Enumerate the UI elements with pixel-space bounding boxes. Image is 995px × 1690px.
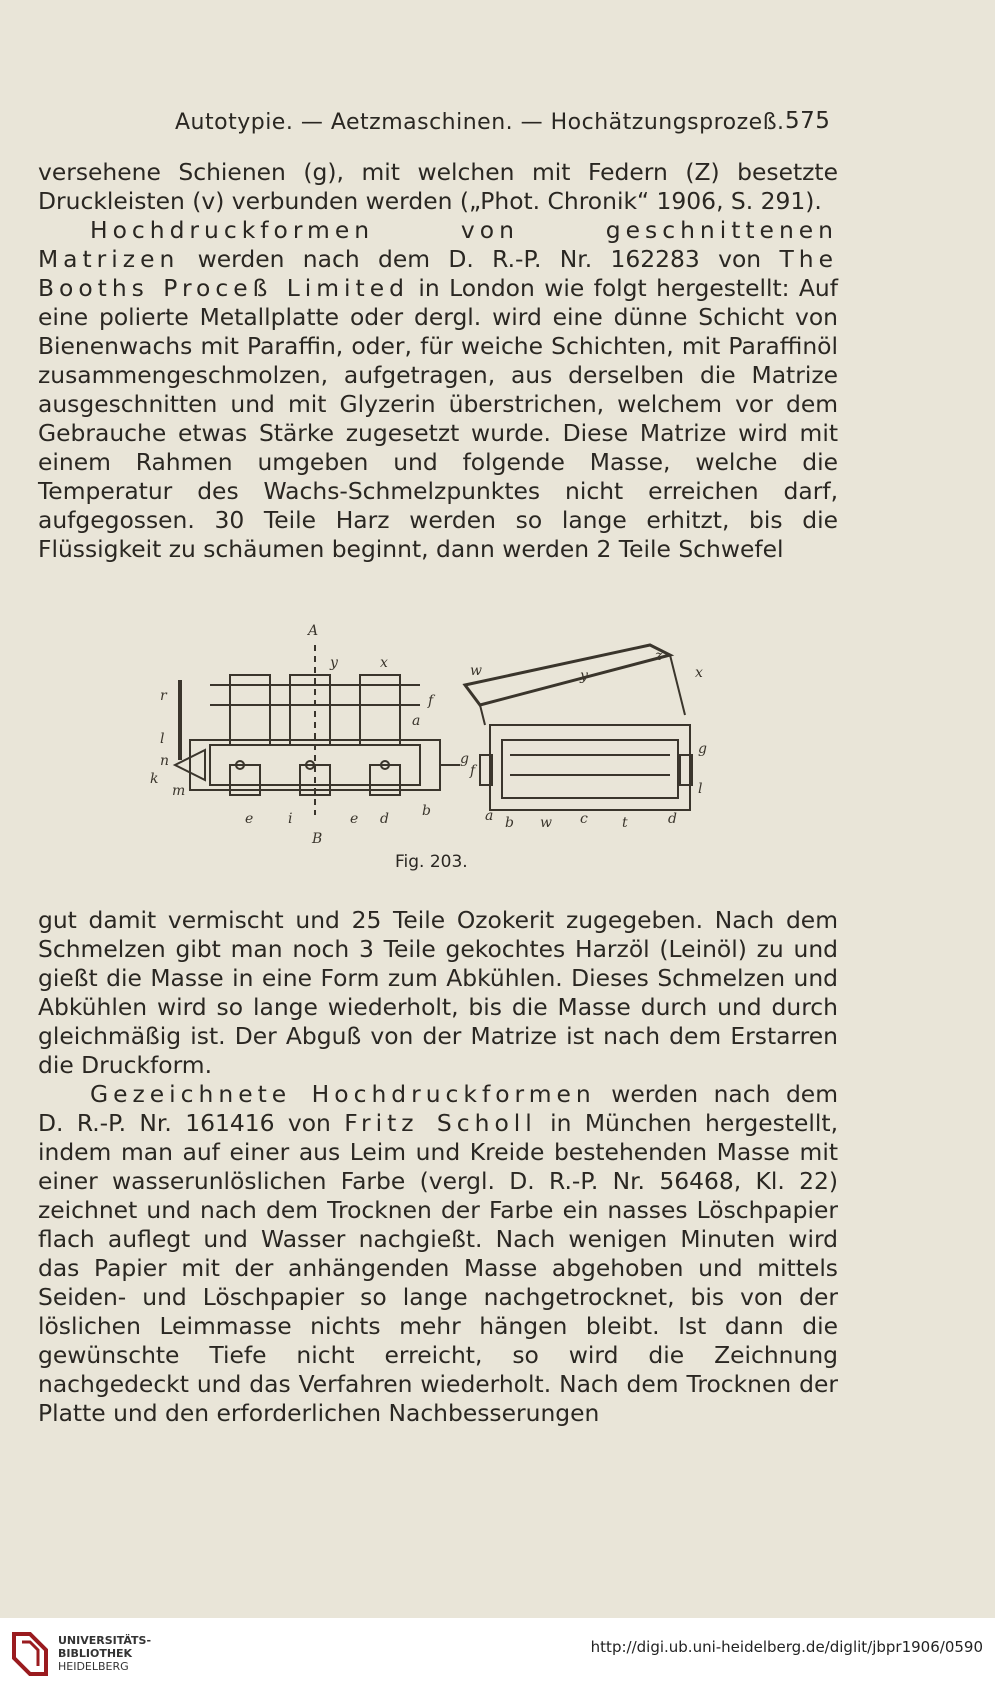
figure-label: g: [698, 741, 707, 757]
library-line: HEIDELBERG: [58, 1660, 129, 1673]
spaced-heading: Hochdruckformen von geschnittenen Matrizen: [38, 216, 838, 273]
footer-bar: [0, 1618, 995, 1690]
figure-label: n: [160, 753, 170, 769]
figure-label: b: [505, 815, 514, 831]
figure-label: t: [622, 815, 628, 831]
figure-label: x: [380, 655, 388, 671]
library-line: UNIVERSITÄTS-: [58, 1634, 152, 1647]
figure-label: e: [245, 811, 254, 827]
figure-caption: Fig. 203.: [395, 852, 468, 872]
figure-label: g: [460, 751, 469, 767]
library-line: BIBLIOTHEK: [58, 1647, 133, 1660]
library-name: [58, 1634, 151, 1673]
paragraph: versehene Schienen (g), mit welchen mit Federn (Z) besetzte Druckleisten (v) verbunden werden („Phot. Chronik“ 1906, S. 291).: [38, 158, 838, 215]
figure-label: a: [485, 808, 494, 824]
source-url-link[interactable]: http://digi.ub.uni-heidelberg.de/diglit/jbpr1906/0590: [590, 1638, 983, 1656]
figure-label: a: [412, 713, 421, 729]
figure-203: [150, 615, 710, 855]
spaced-name: The Booths Proceß Limited: [38, 245, 838, 302]
figure-label: y: [330, 655, 338, 671]
figure-label: y: [580, 668, 588, 684]
spaced-heading: Gezeichnete Hochdruckformen: [90, 1080, 596, 1108]
library-logo-icon: [10, 1630, 50, 1678]
figure-label: d: [668, 811, 677, 827]
text-run: in München hergestellt, indem man auf einer aus Leim und Kreide bestehenden Masse mit einer wasserunlöslichen Farbe (vergl. D. R.-P. Nr. 56468, Kl. 22) zeichnet und nach dem Trocknen der Farbe ein nasses Löschpapier flach auflegt und Wasser nachgießt. Nach wenigen Minuten wird das Papier mit der anhängenden Masse abgehoben und mittels Seiden- und Löschpapier so lange nachgetrocknet, bis von der löslichen Leimmasse nichts mehr hängen bleibt. Ist dann die gewünschte Tiefe nicht erreicht, so wird die Zeichnung nachgedeckt und das Verfahren wiederholt. Nach dem Trocknen der Platte und den erforderlichen Nachbesserungen: [38, 1109, 839, 1427]
text-run: werden nach dem D. R.-P. Nr. 162283 von: [179, 245, 780, 273]
figure-label: A: [308, 623, 319, 639]
paragraph: gut damit vermischt und 25 Teile Ozokerit zugegeben. Nach dem Schmelzen gibt man noch 3 Teile gekochtes Harzöl (Leinöl) zu und gießt die Masse in eine Form zum Abkühlen. Dieses Schmelzen und Abkühlen wird so lange wiederholt, bis die Masse durch und durch gleichmäßig ist. Der Abguß von der Matrize ist nach dem Erstarren die Druckform.: [38, 906, 838, 1079]
figure-label: m: [172, 783, 186, 799]
figure-drawing: [150, 615, 710, 855]
text-run: werden nach dem D. R.-P. Nr. 161416 von: [38, 1080, 838, 1137]
figure-label: f: [470, 763, 476, 779]
text-run: in London wie folgt hergestellt: Auf eine polierte Metallplatte oder dergl. wird eine dünne Schicht von Bienenwachs mit Paraffin, oder, für weiche Schichten, mit Paraffinöl zusammengeschmolzen, aufgetragen, aus derselben die Matrize ausgeschnitten und mit Glyzerin überstrichen, welchem vor dem Gebrauche etwas Stärke zugesetzt wurde. Diese Matrize wird mit einem Rahmen umgeben und folgende Masse, welche die Temperatur des Wachs-Schmelzpunktes nicht erreichen darf, aufgegossen. 30 Teile Harz werden so lange erhitzt, bis die Flüssigkeit zu schäumen beginnt, dann werden 2 Teile Schwefel: [38, 274, 838, 563]
figure-label: k: [150, 771, 159, 787]
figure-label: i: [288, 811, 293, 827]
text-block-bottom: [38, 906, 838, 1428]
figure-label: d: [380, 811, 389, 827]
figure-label: l: [160, 731, 165, 747]
paragraph: [38, 1080, 838, 1428]
figure-label: f: [428, 693, 434, 709]
figure-label: x: [695, 665, 703, 681]
figure-label: e: [350, 811, 359, 827]
spaced-name: Fritz Scholl: [344, 1109, 537, 1137]
figure-label: r: [160, 688, 167, 704]
figure-label: z: [655, 648, 663, 664]
running-title: Autotypie. — Aetzmaschinen. — Hochätzungsprozeß.: [175, 110, 785, 135]
figure-label: c: [580, 811, 588, 827]
figure-label: b: [422, 803, 431, 819]
paragraph: [38, 216, 838, 564]
figure-label: w: [540, 815, 552, 831]
figure-label: l: [698, 781, 703, 797]
figure-label: w: [470, 663, 482, 679]
page-number: 575: [785, 108, 831, 134]
text-block-top: [38, 158, 838, 564]
figure-label: B: [312, 831, 323, 847]
